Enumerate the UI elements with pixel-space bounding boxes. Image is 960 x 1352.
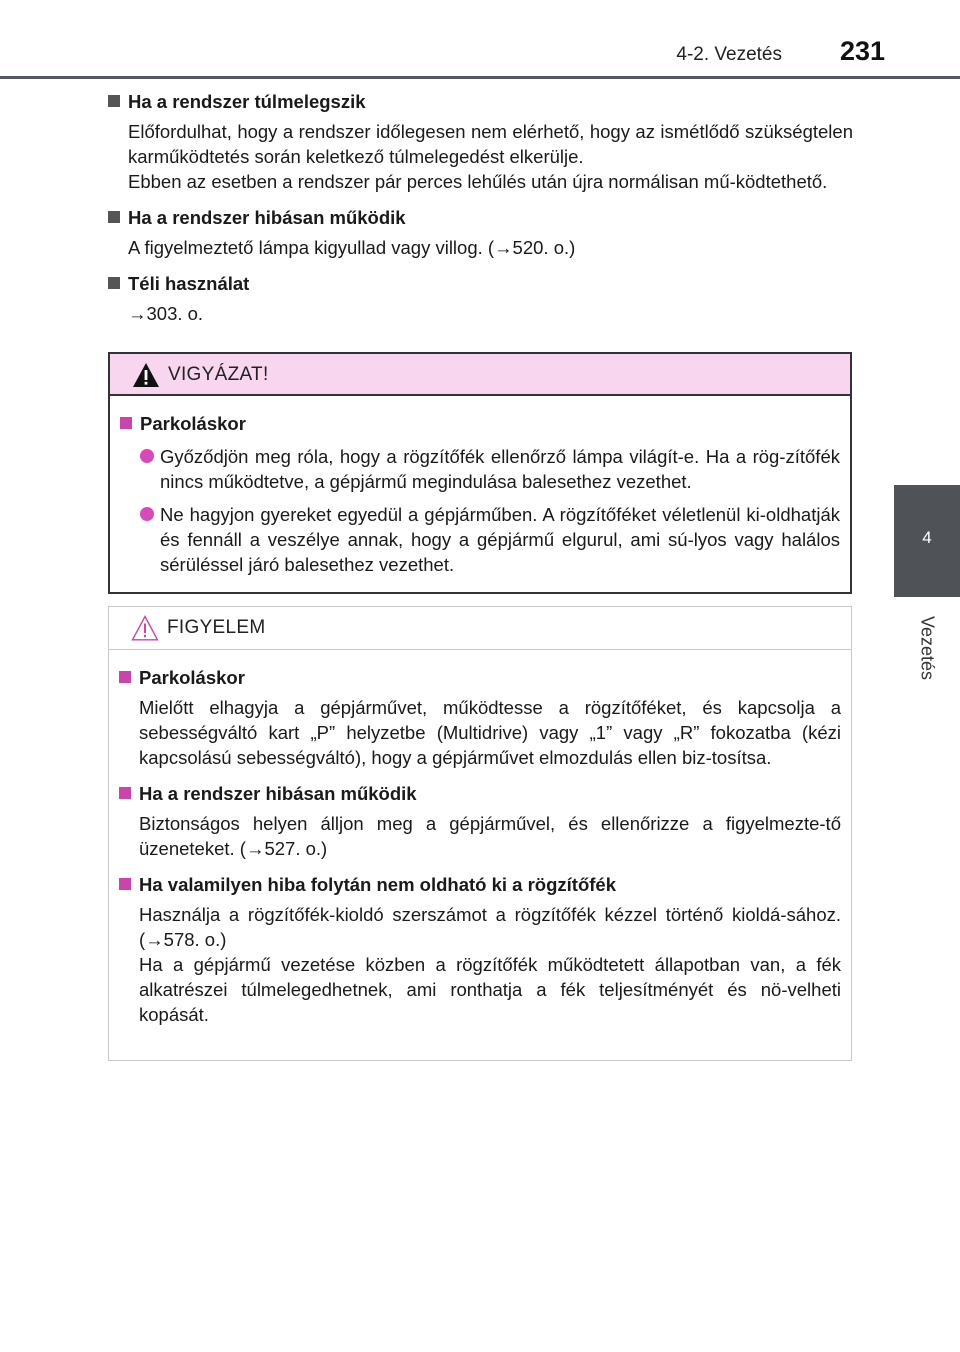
list-item: Győződjön meg róla, hogy a rögzítőfék ellenőrző lámpa világít-e. Ha a rög-zítőfék nincs működtetve, a gépjármű megindulása balesethez vezethet. (140, 444, 840, 494)
chapter-number: 4 (922, 528, 932, 547)
bullet-dot-icon (140, 449, 154, 463)
notice-body (139, 695, 841, 770)
square-bullet-icon (119, 671, 131, 683)
section-title: 4-2. Vezetés (676, 44, 782, 65)
chapter-label (914, 608, 940, 688)
notice-label: FIGYELEM (167, 617, 266, 638)
square-bullet-icon (108, 211, 120, 223)
warning-subheading: Parkoláskor (120, 412, 840, 436)
section-body (128, 301, 853, 326)
section-body (128, 235, 853, 260)
paragraph: Mielőtt elhagyja a gépjárművet, működtesse a rögzítőféket, és kapcsolja a sebességváltó kart „P” helyzetbe (Multidrive) vagy „1” vagy „R” fokozatba (kézi kapcsolású sebességváltó), hogy a gépjárművet elmozdulás ellen biz-tosítsa. (139, 697, 841, 768)
square-bullet-icon (108, 277, 120, 289)
notice-header (109, 607, 851, 650)
notice-subheading: Ha a rendszer hibásan működik (119, 782, 841, 806)
warning-box (108, 352, 852, 594)
paragraph: →303. o. (128, 303, 204, 324)
chapter-label-text: Vezetés (917, 615, 938, 681)
paragraph: Ha a gépjármű vezetése közben a rögzítőfék működtetett állapotban van, a fék alkatrészei túlmelegedhetnek, ami ronthatja a fék teljesítményét és nö-velheti kopását. (139, 954, 841, 1025)
square-bullet-icon (119, 878, 131, 890)
square-bullet-icon (108, 95, 120, 107)
list-item: Ne hagyjon gyereket egyedül a gépjárműben. A rögzítőféket véletlenül ki-oldhatják és fennáll a veszélye annak, hogy a gépjármű elgurul, ami sú-lyos vagy halálos sérüléssel járó balesethez vezethet. (140, 502, 840, 577)
paragraph: Ebben az esetben a rendszer pár perces lehűlés után újra normálisan mű-ködtethető. (128, 171, 828, 192)
warning-triangle-icon (132, 362, 160, 388)
notice-content (109, 650, 851, 1027)
bullet-dot-icon (140, 507, 154, 521)
notice-subheading: Parkoláskor (119, 666, 841, 690)
notice-body (139, 811, 841, 861)
paragraph: Biztonságos helyen álljon meg a gépjárművel, és ellenőrizze a figyelmezte-tő üzeneteket. (→527. o.) (139, 813, 841, 859)
paragraph: Előfordulhat, hogy a rendszer időlegesen nem elérhető, hogy az ismétlődő szükségtelen karműködtetés során keletkező túlmelegedést elkerülje. (128, 121, 853, 167)
notice-subheading: Ha valamilyen hiba folytán nem oldható ki a rögzítőfék (119, 873, 841, 897)
square-bullet-icon (120, 417, 132, 429)
warning-content (110, 396, 850, 577)
paragraph: A figyelmeztető lámpa kigyullad vagy villog. (→520. o.) (128, 237, 576, 258)
paragraph: Használja a rögzítőfék-kioldó szerszámot a rögzítőfék kézzel történő kioldá-sához. (→578. o.) (139, 904, 841, 950)
section-body (128, 119, 853, 194)
caution-triangle-icon (131, 615, 159, 641)
warning-label: VIGYÁZAT! (168, 364, 269, 385)
chapter-tab[interactable] (894, 485, 960, 597)
page-number: 231 (839, 36, 885, 66)
main-content (108, 90, 853, 338)
section-heading: Téli használat (108, 272, 853, 296)
notice-body (139, 902, 841, 1027)
square-bullet-icon (119, 787, 131, 799)
header-rule (0, 76, 960, 79)
section-heading: Ha a rendszer túlmelegszik (108, 90, 853, 114)
warning-header (110, 354, 850, 396)
notice-box (108, 606, 852, 1061)
section-heading: Ha a rendszer hibásan működik (108, 206, 853, 230)
